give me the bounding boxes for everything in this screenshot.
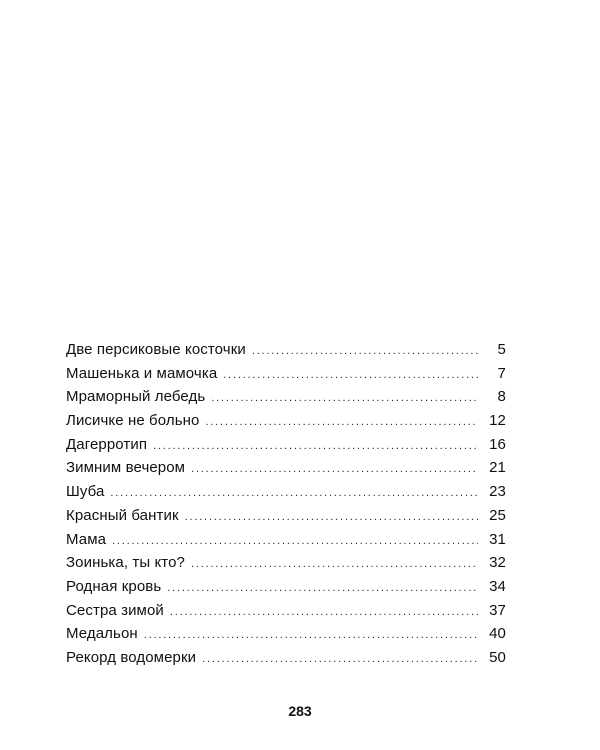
- toc-entry: [66, 504, 506, 528]
- toc-entry: [66, 409, 506, 433]
- toc-entry-page: 32: [489, 554, 506, 572]
- toc-entry-page: 31: [489, 530, 506, 548]
- toc-leader-dots: [112, 530, 478, 554]
- toc-entry-title: Две персиковые косточки: [66, 341, 246, 358]
- toc-entry-page: 23: [489, 483, 506, 501]
- toc-entry-page: 21: [489, 459, 506, 477]
- table-of-contents: [66, 338, 506, 670]
- toc-entry-title: Медальон: [66, 625, 138, 643]
- toc-entry-title: Рекорд водомерки: [66, 648, 197, 666]
- toc-entry-page: 12: [489, 412, 506, 430]
- toc-entry: [66, 551, 506, 575]
- toc-entry: [66, 362, 506, 386]
- toc-entry-page: 8: [497, 388, 506, 406]
- toc-entry: [66, 385, 506, 409]
- toc-entry-title: Сестра зимой: [66, 601, 164, 619]
- toc-leader-dots: [144, 624, 478, 648]
- toc-entry: [66, 528, 506, 552]
- toc-entry-page: 25: [489, 506, 506, 524]
- toc-leader-dots: [223, 364, 478, 388]
- toc-leader-dots: [167, 577, 478, 601]
- toc-entry-title: Зимним вечером: [66, 459, 186, 477]
- toc-entry-page: 50: [489, 648, 506, 666]
- toc-leader-dots: [205, 411, 478, 435]
- toc-leader-dots: [110, 482, 478, 506]
- toc-entry-title: Мама: [66, 530, 107, 548]
- toc-entry: [66, 646, 506, 670]
- toc-entry: [66, 480, 506, 504]
- toc-entry-page: 16: [489, 435, 506, 453]
- toc-entry-title: Дагерротип: [66, 435, 148, 453]
- toc-entry-page: 37: [489, 601, 506, 619]
- toc-leader-dots: [252, 340, 478, 364]
- toc-entry-title: Шуба: [66, 483, 105, 501]
- toc-leader-dots: [211, 387, 478, 411]
- toc-entry-title: Зоинька, ты кто?: [66, 554, 185, 572]
- toc-entry: [66, 575, 506, 599]
- toc-leader-dots: [191, 458, 478, 482]
- toc-entry: [66, 456, 506, 480]
- toc-leader-dots: [170, 601, 478, 625]
- toc-entry-title: Мраморный лебедь: [66, 388, 206, 406]
- toc-leader-dots: [185, 506, 478, 530]
- toc-entry-page: 40: [489, 625, 506, 643]
- toc-entry: [66, 338, 506, 362]
- page-number: 283: [288, 703, 312, 719]
- toc-entry: [66, 622, 506, 646]
- toc-entry-page: 5: [497, 341, 506, 358]
- toc-entry-page: 7: [497, 364, 506, 382]
- toc-entry: [66, 433, 506, 457]
- toc-leader-dots: [202, 648, 478, 672]
- toc-entry-title: Машенька и мамочка: [66, 364, 218, 382]
- toc-entry-title: Родная кровь: [66, 577, 162, 595]
- toc-entry: [66, 599, 506, 623]
- toc-entry-title: Красный бантик: [66, 506, 179, 524]
- toc-entry-page: 34: [489, 577, 506, 595]
- toc-leader-dots: [191, 553, 478, 577]
- toc-entry-title: Лисичке не больно: [66, 412, 200, 430]
- toc-leader-dots: [153, 435, 478, 459]
